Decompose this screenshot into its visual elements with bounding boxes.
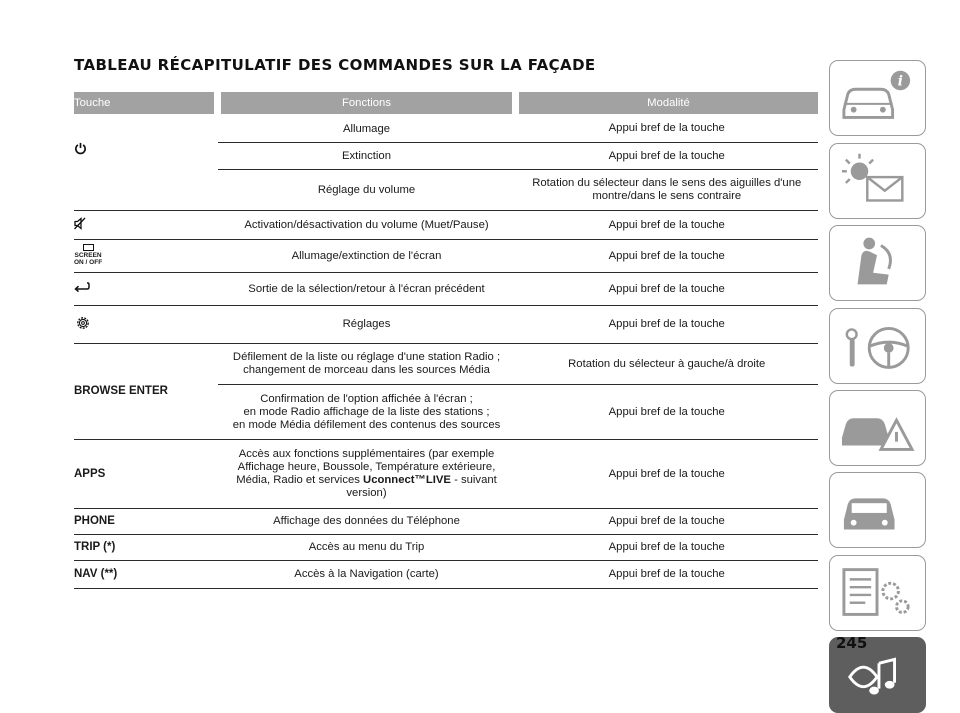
modalite-volume: Rotation du sélecteur dans le sens des aiguilles d'une montre/dans le sens contraire [516, 170, 819, 211]
key-screen [74, 240, 218, 273]
key-browse-enter: BROWSE ENTER [74, 344, 218, 440]
svg-text:i: i [897, 73, 903, 90]
light-envelope-icon [830, 144, 925, 218]
fonction-screen: Allumage/extinction de l'écran [218, 240, 516, 273]
car-warning-icon [830, 391, 925, 465]
modalite-extinction: Appui bref de la touche [516, 143, 819, 170]
modalite-apps: Appui bref de la touche [516, 440, 819, 509]
modalite-mute: Appui bref de la touche [516, 211, 819, 240]
onoff-icon-label: ON / OFF [74, 259, 103, 266]
apps-text: Accès aux fonctions supplémentaires (par exemple Affichage heure, Boussole, Température extérieure, Média, Radio et services [236, 448, 496, 486]
table-row-mute [74, 211, 818, 240]
power-icon [74, 142, 87, 159]
tab-technical-data[interactable] [829, 555, 926, 631]
key-nav: NAV (**) [74, 561, 218, 589]
fonction-trip: Accès au menu du Trip [218, 535, 516, 561]
tab-safety[interactable] [829, 225, 926, 301]
key-apps: APPS [74, 440, 218, 509]
key-settings [74, 306, 218, 344]
table-row-apps [74, 440, 818, 509]
settings-gear-icon [74, 314, 92, 336]
modalite-trip: Appui bref de la touche [516, 535, 819, 561]
table-row-power-1 [74, 114, 818, 143]
modalite-back: Appui bref de la touche [516, 273, 819, 306]
document-gears-icon [830, 556, 925, 630]
mute-icon [74, 217, 86, 234]
car-info-icon [830, 61, 925, 135]
modalite-settings: Appui bref de la touche [516, 306, 819, 344]
table-row-back [74, 273, 818, 306]
header-modalite: Modalité [516, 92, 819, 114]
header-touche: Touche [74, 92, 218, 114]
key-power [74, 114, 218, 211]
browse-enter-line-1: Confirmation de l'option affichée à l'écran ; [260, 392, 473, 405]
car-service-icon [830, 473, 925, 547]
fonction-browse-rotate: Défilement de la liste ou réglage d'une station Radio ; changement de morceau dans les sources Média [218, 344, 516, 385]
header-fonctions: Fonctions [218, 92, 516, 114]
tab-starting-driving[interactable] [829, 308, 926, 384]
modalite-browse-rotate: Rotation du sélecteur à gauche/à droite [516, 344, 819, 385]
commands-table [74, 92, 818, 589]
fonction-mute: Activation/désactivation du volume (Muet/Pause) [218, 211, 516, 240]
table-row-screen [74, 240, 818, 273]
fonction-back: Sortie de la sélection/retour à l'écran précédent [218, 273, 516, 306]
fonction-settings: Réglages [218, 306, 516, 344]
apps-version-note: - suivant version) [346, 474, 497, 499]
key-steering-wheel-icon [830, 309, 925, 383]
page-title: TABLEAU RÉCAPITULATIF DES COMMANDES SUR LA FAÇADE [74, 56, 596, 74]
table-header-row [74, 92, 818, 114]
tab-emergency[interactable] [829, 390, 926, 466]
tab-maintenance[interactable] [829, 472, 926, 548]
tab-lights-messages[interactable] [829, 143, 926, 219]
fonction-nav: Accès à la Navigation (carte) [218, 561, 516, 589]
modalite-screen: Appui bref de la touche [516, 240, 819, 273]
key-phone: PHONE [74, 509, 218, 535]
modalite-browse-enter: Appui bref de la touche [516, 385, 819, 440]
fonction-browse-enter [218, 385, 516, 440]
browse-enter-line-3: en mode Média défilement des contenus des sources [232, 418, 501, 431]
table-row-trip [74, 535, 818, 561]
fonction-allumage: Allumage [218, 114, 516, 143]
seat-airbag-icon [830, 226, 925, 300]
modalite-phone: Appui bref de la touche [516, 509, 819, 535]
back-arrow-icon [74, 282, 90, 296]
fonction-apps [218, 440, 516, 509]
key-back [74, 273, 218, 306]
table-row-nav [74, 561, 818, 589]
uconnect-live-brand: Uconnect™LIVE [363, 474, 451, 486]
screen-onoff-icon [74, 244, 102, 266]
table-row-settings [74, 306, 818, 344]
tab-car-info[interactable] [829, 60, 926, 136]
screen-icon-label: SCREEN [74, 252, 102, 259]
browse-enter-line-2: en mode Radio affichage de la liste des stations ; [243, 405, 490, 418]
key-mute [74, 211, 218, 240]
modalite-allumage: Appui bref de la touche [516, 114, 819, 143]
fonction-extinction: Extinction [218, 143, 516, 170]
page-number: 245 [836, 634, 868, 652]
key-trip: TRIP (*) [74, 535, 218, 561]
table-row-browse-1 [74, 344, 818, 385]
fonction-volume: Réglage du volume [218, 170, 516, 211]
fonction-phone: Affichage des données du Téléphone [218, 509, 516, 535]
table-row-phone [74, 509, 818, 535]
modalite-nav: Appui bref de la touche [516, 561, 819, 589]
